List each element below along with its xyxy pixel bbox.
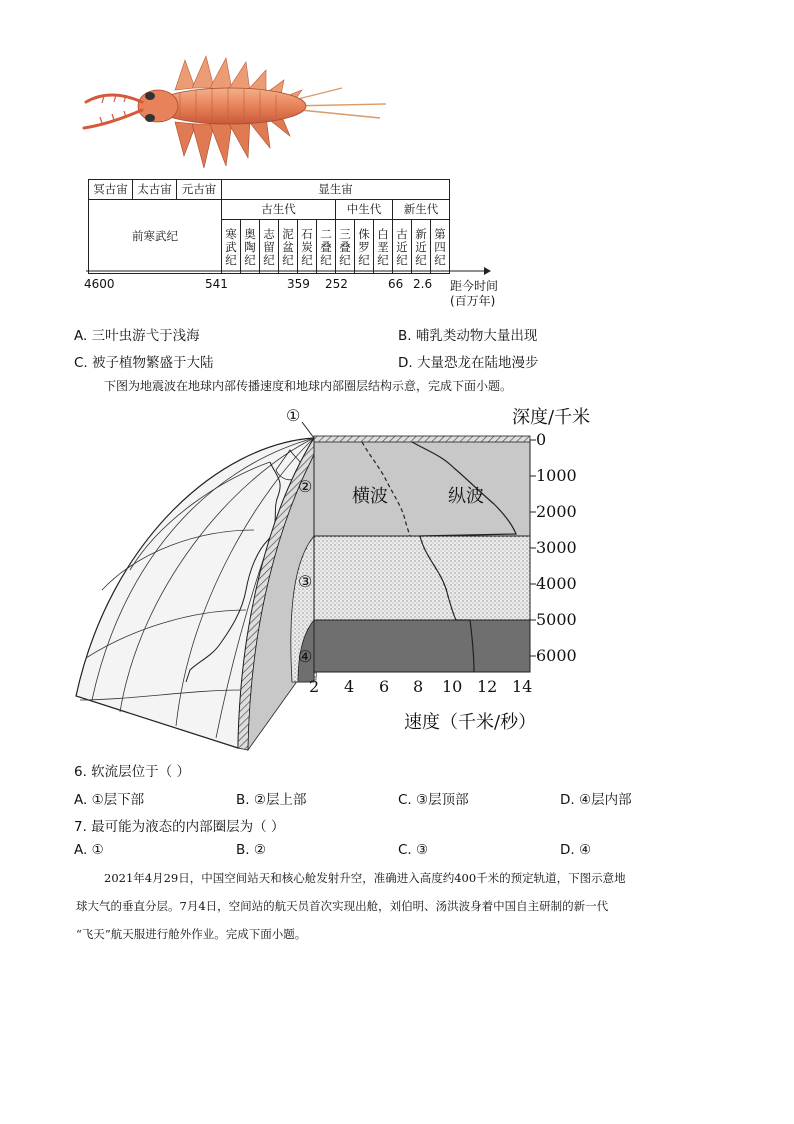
speed-tick: 6: [379, 677, 390, 696]
q5-option-c[interactable]: C. 被子植物繁盛于大陆: [74, 355, 214, 371]
s-wave-label: 横波: [352, 486, 388, 507]
speed-tick: 12: [477, 677, 498, 696]
eon-phanerozoic: 显生宙: [222, 180, 450, 200]
p-wave-label: 纵波: [448, 486, 484, 507]
q7-option-d[interactable]: D. ④: [560, 842, 592, 858]
depth-tick: 1000: [536, 466, 577, 485]
period-cell: 寒 武 纪: [222, 220, 241, 274]
tick-label: 4600: [84, 277, 115, 291]
anomalocaris-illustration: [80, 52, 392, 174]
depth-tick: 5000: [536, 610, 577, 629]
layer-marker-2: ②: [298, 477, 313, 496]
layer-marker-4: ④: [298, 647, 313, 666]
intro-space-line-2: 球大气的垂直分层。7月4日，空间站的航天员首次实现出舱，刘伯明、汤洪波身着中国自主研制的新一代: [76, 899, 609, 913]
q5-option-a[interactable]: A. 三叶虫游弋于浅海: [74, 328, 200, 344]
intro-earth: 下图为地震波在地球内部传播速度和地球内部圈层结构示意，完成下面小题。: [104, 379, 513, 393]
speed-axis-label: 速度（千米/秒）: [404, 712, 537, 733]
speed-tick: 14: [512, 677, 533, 696]
eon-hadean: 冥古宙: [89, 180, 133, 200]
period-cell: 泥 盆 纪: [279, 220, 298, 274]
period-cell: 三 叠 纪: [336, 220, 355, 274]
depth-tick: 0: [536, 430, 547, 449]
period-cell: 奥 陶 纪: [241, 220, 260, 274]
tick-label: 66: [388, 277, 404, 291]
speed-tick: 10: [442, 677, 463, 696]
earth-interior-diagram: [70, 400, 610, 760]
q5-option-d[interactable]: D. 大量恐龙在陆地漫步: [398, 355, 539, 371]
geologic-time-table: [88, 179, 450, 274]
period-cell: 第 四 纪: [431, 220, 450, 274]
q7-option-c[interactable]: C. ③: [398, 842, 429, 858]
depth-tick: 6000: [536, 646, 577, 665]
speed-tick: 4: [344, 677, 355, 696]
q7-option-a[interactable]: A. ①: [74, 842, 104, 858]
q7-option-b[interactable]: B. ②: [236, 842, 266, 858]
precambrian-cell: 前寒武纪: [89, 200, 222, 274]
depth-axis-title: 深度/千米: [512, 407, 591, 428]
depth-tick: 3000: [536, 538, 577, 557]
tick-label: 359: [287, 277, 310, 291]
period-cell: 古 近 纪: [393, 220, 412, 274]
depth-tick: 2000: [536, 502, 577, 521]
era-paleozoic: 古生代: [222, 200, 336, 220]
eon-proterozoic: 元古宙: [177, 180, 222, 200]
tick-label: 541: [205, 277, 228, 291]
timeline-axis: [86, 265, 492, 277]
layer-marker-1: ①: [286, 406, 301, 425]
q6-option-c[interactable]: C. ③层顶部: [398, 792, 469, 808]
layer-marker-3: ③: [298, 572, 313, 591]
period-cell: 白 垩 纪: [374, 220, 393, 274]
q6-option-d[interactable]: D. ④层内部: [560, 792, 632, 808]
q6-option-a[interactable]: A. ①层下部: [74, 792, 145, 808]
axis-unit: (百万年): [450, 294, 496, 308]
q6-stem: 6. 软流层位于（ ）: [74, 764, 190, 780]
era-mesozoic: 中生代: [336, 200, 393, 220]
depth-tick: 4000: [536, 574, 577, 593]
period-cell: 石 炭 纪: [298, 220, 317, 274]
speed-tick: 8: [413, 677, 424, 696]
tick-label: 252: [325, 277, 348, 291]
period-cell: 志 留 纪: [260, 220, 279, 274]
intro-space-line-1: 2021年4月29日，中国空间站天和核心舱发射升空，准确进入高度约400千米的预定轨道，下图示意地: [104, 871, 626, 885]
q7-stem: 7. 最可能为液态的内部圈层为（ ）: [74, 819, 285, 835]
intro-space-line-3: “飞天”航天服进行舱外作业。完成下面小题。: [76, 927, 307, 941]
period-cell: 新 近 纪: [412, 220, 431, 274]
speed-tick: 2: [309, 677, 320, 696]
axis-label: 距今时间: [450, 279, 499, 293]
q6-option-b[interactable]: B. ②层上部: [236, 792, 307, 808]
period-cell: 侏 罗 纪: [355, 220, 374, 274]
q5-option-b[interactable]: B. 哺乳类动物大量出现: [398, 328, 538, 344]
era-cenozoic: 新生代: [393, 200, 450, 220]
period-cell: 二 叠 纪: [317, 220, 336, 274]
tick-label: 2.6: [413, 277, 433, 291]
eon-archean: 太古宙: [133, 180, 177, 200]
